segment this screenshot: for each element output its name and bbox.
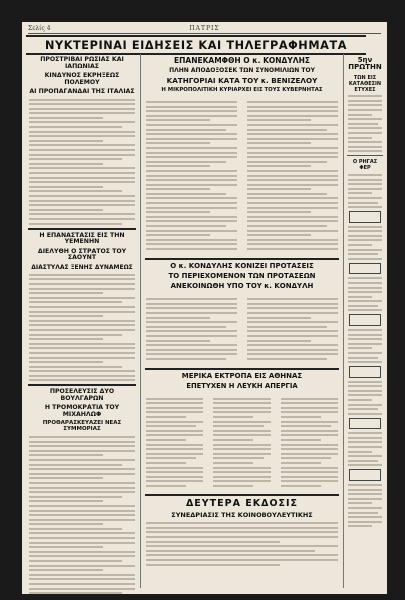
article-body xyxy=(146,296,237,363)
center-headline-11: ΣΥΝΕΔΡΙΑΣΙΣ ΤΗΣ ΚΟΙΝΟΒΟΥΛΕΥΤΙΚΗΣ xyxy=(171,511,313,520)
article-body xyxy=(281,395,338,489)
left-headline-2: ΚΙΝΔΥΝΟΣ ΕΚΡΗΞΕΩΣ ΠΟΛΕΜΟΥ xyxy=(44,72,120,86)
center-headline-4: Η ΜΙΚΡΟΠΟΛΙΤΙΚΗ ΚΥΡΙΑΡΧΕΙ ΕΙΣ ΤΟΥΣ ΚΥΒΕΡΝΗΤΑΣ xyxy=(161,86,323,93)
right-headline-3: Ο ΡΗΓΑΣ ΦΕΡ xyxy=(352,159,378,172)
article-body xyxy=(348,95,382,152)
section-divider xyxy=(145,494,339,496)
center-headline-1: ΕΠΑΝΕΚΑΜΦΘΗ Ο κ. ΚΟΝΔΥΛΗΣ xyxy=(173,56,310,65)
page-number: Σελίς 4 xyxy=(28,25,51,32)
center-headline-9: ΕΠΕΤΥΧΕΝ Η ΛΕΥΚΗ ΑΠΕΡΓΙΑ xyxy=(186,381,298,390)
center-article-columns xyxy=(143,294,341,365)
boxed-item xyxy=(349,263,381,275)
right-column xyxy=(345,54,385,588)
center-headline-5: Ο κ. ΚΟΝΔΥΛΗΣ ΚΟΝΙΖΕΙ ΠΡΟΤΑΣΕΙΣ xyxy=(170,261,314,270)
section-divider xyxy=(347,155,383,156)
banner-text: ΝΥΚΤΕΡΙΝΑΙ ΕΙΔΗΣΕΙΣ ΚΑΙ ΤΗΛΕΓΡΑΦΗΜΑΤΑ xyxy=(44,38,348,52)
article-body xyxy=(348,432,382,466)
center-article-columns xyxy=(143,393,341,491)
article-body xyxy=(348,484,382,527)
boxed-item xyxy=(349,314,381,326)
newspaper-page xyxy=(22,22,387,594)
left-headline-3: ΑΙ ΠΡΟΠΑΓΑΝΔΑΙ ΤΗΣ ΙΤΑΛΙΑΣ xyxy=(29,88,135,95)
paper-title: ΠΑΤΡΙΣ xyxy=(189,25,220,32)
article-body xyxy=(247,296,338,363)
section-divider xyxy=(145,258,339,260)
article-body xyxy=(146,395,203,489)
article-body xyxy=(29,99,135,225)
left-headline-5: ΔΙΕΛΥΘΗ Ο ΣΤΡΑΤΟΣ ΤΟΥ ΣΑΟΥΝΤ xyxy=(37,247,127,262)
article-body xyxy=(29,436,135,594)
center-headline-6: ΤΟ ΠΕΡΙΕΧΟΜΕΝΟΝ ΤΩΝ ΠΡΟΤΑΣΕΩΝ xyxy=(168,271,316,280)
left-headline-9: ΠΡΟΘΑΡΑΣΚΕΥΑΖΕΙ ΝΕΑΣ ΣΥΜΜΟΡΙΑΣ xyxy=(42,420,122,433)
running-head xyxy=(28,24,381,34)
boxed-item xyxy=(349,418,381,430)
section-divider xyxy=(28,228,136,230)
article-body xyxy=(146,98,237,252)
right-headline-2: ΤΩΝ ΕΙΣ ΚΑΤΑΘΕΣΙΝ ΕΤΥΧΕΣ xyxy=(348,74,382,93)
boxed-item xyxy=(349,211,381,223)
center-column xyxy=(143,54,341,588)
center-headline-3: ΚΑΤΗΓΟΡΙΑΙ ΚΑΤΑ ΤΟΥ κ. ΒΕΝΙΖΕΛΟΥ xyxy=(166,76,318,86)
boxed-item xyxy=(349,469,381,481)
section-divider xyxy=(145,368,339,370)
section-divider xyxy=(28,384,136,386)
article-body xyxy=(29,274,135,382)
left-headline-6: ΔΙΑΣΤΥΛΑΣ ΞΕΝΗΣ ΔΥΝΑΜΕΩΣ xyxy=(31,263,133,271)
section-banner xyxy=(26,35,366,55)
article-body xyxy=(348,381,382,415)
article-body xyxy=(348,226,382,260)
right-headline-1: 5ην ΠΡΩΤΗΝ xyxy=(348,56,382,72)
article-body xyxy=(348,174,382,208)
center-headline-2: ΠΛΗΝ ΑΠΟΔΟΞΟΣΕΚ ΤΩΝ ΣΥΝΟΜΙΛΙΩΝ ΤΟΥ xyxy=(169,66,315,74)
center-headline-7: ΑΝΕΚΟΙΝΩΘΗ ΥΠΟ ΤΟΥ κ. ΚΟΝΔΥΛΗ xyxy=(170,282,314,291)
left-headline-4: Η ΕΠΑΝΑΣΤΑΣΙΣ ΕΙΣ ΤΗΝ ΥΕΜΕΝΗΝ xyxy=(39,231,125,246)
article-body xyxy=(247,98,338,252)
article-body xyxy=(348,277,382,311)
center-headline-10: ΔΕΥΤΕΡΑ ΕΚΔΟΣΙΣ xyxy=(185,498,299,510)
column-rule xyxy=(140,54,141,588)
left-headline-1: ΠΡΟΣΤΡΙΒΑΙ ΡΩΣΙΑΣ ΚΑΙ ΙΑΠΩΝΙΑΣ xyxy=(40,56,124,70)
left-headline-8: Η ΤΡΟΜΟΚΡΑΤΙΑ ΤΟΥ ΜΙΧΑΗΛΩΦ xyxy=(44,404,120,418)
article-body xyxy=(348,329,382,363)
left-headline-7: ΠΡΟΣΕΛΕΥΣΙΣ ΔΥΟ ΒΟΥΛΓΑΡΩΝ xyxy=(49,388,115,402)
column-rule xyxy=(343,54,344,588)
left-column xyxy=(26,54,138,588)
center-headline-8: ΜΕΡΙΚΑ ΕΚΤΡΟΠΑ ΕΙΣ ΑΘΗΝΑΣ xyxy=(181,371,303,380)
article-body xyxy=(213,395,270,489)
article-body xyxy=(146,522,338,565)
center-article-columns xyxy=(143,96,341,254)
boxed-item xyxy=(349,366,381,378)
